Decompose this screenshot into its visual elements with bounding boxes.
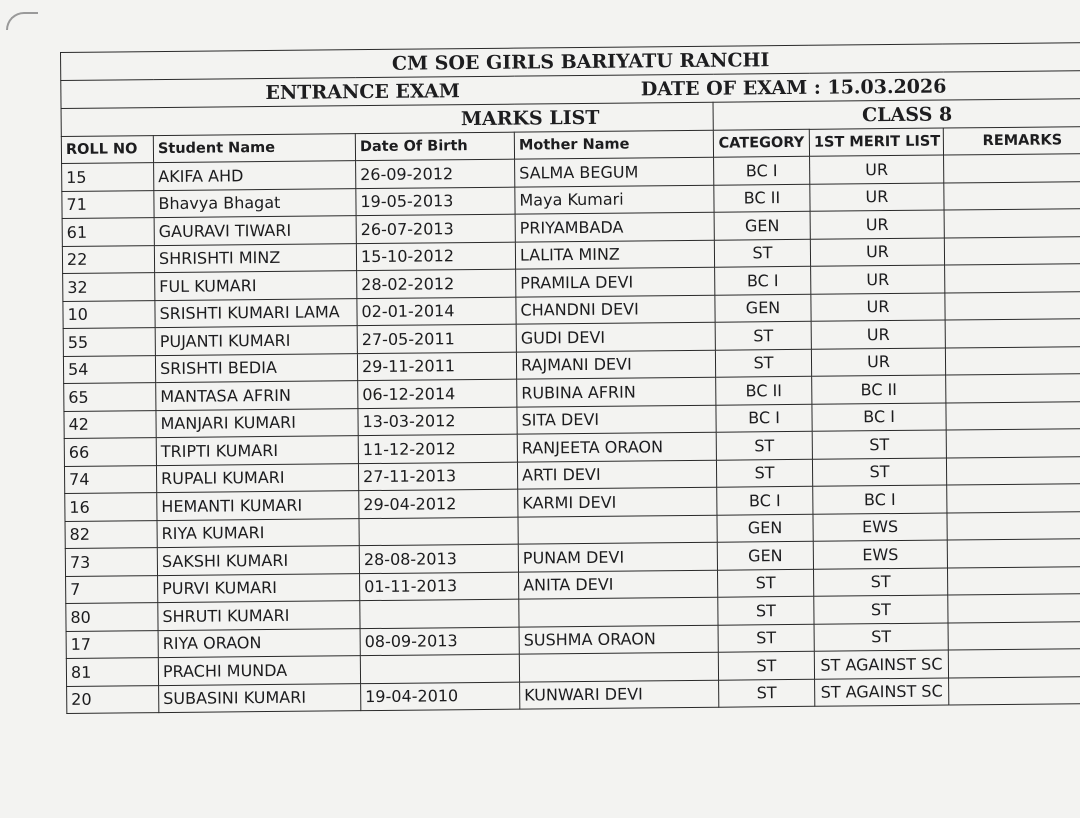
- remarks-cell: [945, 318, 1080, 347]
- remarks-cell: [948, 621, 1080, 650]
- student-name-cell: RIYA ORAON: [158, 628, 360, 657]
- roll-no-cell: 80: [66, 603, 158, 631]
- merit-list-cell: EWS: [813, 540, 947, 569]
- mother-name-cell: SUSHMA ORAON: [519, 625, 718, 654]
- dob-header: Date Of Birth: [355, 132, 514, 161]
- category-cell: ST: [714, 239, 810, 267]
- student-name-cell: SAKSHI KUMARI: [157, 546, 359, 575]
- mother-name-cell: GUDI DEVI: [516, 322, 715, 351]
- roll-no-cell: 66: [64, 438, 156, 466]
- category-cell: BC II: [714, 184, 810, 212]
- category-cell: BC II: [716, 376, 812, 404]
- dob-cell: 27-05-2011: [357, 324, 516, 353]
- mother-name-cell: [519, 652, 718, 681]
- mother-name-cell: CHANDNI DEVI: [516, 295, 715, 324]
- mother-name-cell: [519, 597, 718, 626]
- roll-no-cell: 61: [62, 218, 154, 246]
- remarks-cell: [946, 428, 1080, 457]
- merit-list-cell: ST AGAINST SC: [815, 677, 949, 706]
- merit-list-cell: UR: [810, 238, 944, 267]
- roll-no-cell: 74: [64, 465, 156, 493]
- roll-no-cell: 82: [65, 520, 157, 548]
- student-name-cell: FUL KUMARI: [155, 271, 357, 300]
- remarks-cell: [946, 456, 1080, 485]
- dob-cell: 15-10-2012: [356, 242, 515, 271]
- dob-cell: 01-11-2013: [360, 572, 519, 601]
- merit-list-header: 1ST MERIT LIST: [809, 128, 943, 156]
- category-cell: ST: [718, 596, 814, 624]
- roll-no-cell: 71: [62, 190, 154, 218]
- merit-list-cell: UR: [810, 210, 944, 239]
- roll-no-cell: 81: [66, 658, 158, 686]
- remarks-cell: [944, 209, 1080, 238]
- remarks-cell: [947, 566, 1080, 595]
- roll-no-cell: 7: [66, 575, 158, 603]
- class-label: CLASS 8: [713, 99, 1080, 131]
- student-name-cell: RUPALI KUMARI: [156, 463, 358, 492]
- remarks-cell: [944, 181, 1080, 210]
- category-cell: ST: [716, 431, 812, 459]
- mother-name-cell: PRIYAMBADA: [515, 212, 714, 241]
- student-name-cell: SUBASINI KUMARI: [159, 683, 361, 712]
- dob-cell: [359, 517, 518, 546]
- student-name-cell: SRISHTI KUMARI LAMA: [155, 298, 357, 327]
- mother-name-cell: ARTI DEVI: [517, 460, 716, 489]
- student-name-cell: MANJARI KUMARI: [156, 408, 358, 437]
- roll-no-cell: 54: [63, 355, 155, 383]
- mother-name-cell: RAJMANI DEVI: [516, 350, 715, 379]
- student-name-cell: SHRUTI KUMARI: [158, 601, 360, 630]
- merit-list-cell: ST: [812, 430, 946, 459]
- mother-name-cell: KUNWARI DEVI: [520, 680, 719, 709]
- school-title: CM SOE GIRLS BARIYATU RANCHI: [61, 43, 1080, 81]
- merit-list-cell: UR: [811, 348, 945, 377]
- dob-cell: 19-04-2010: [361, 682, 520, 711]
- scan-corner-mark: [6, 12, 38, 30]
- category-cell: ST: [718, 624, 814, 652]
- marks-list-title: MARKS LIST: [61, 102, 713, 136]
- student-name-cell: HEMANTI KUMARI: [157, 491, 359, 520]
- dob-cell: 13-03-2012: [358, 407, 517, 436]
- remarks-cell: [947, 538, 1080, 567]
- category-cell: BC I: [715, 266, 811, 294]
- remarks-cell: [946, 373, 1080, 402]
- merit-list-cell: ST AGAINST SC: [814, 650, 948, 679]
- mother-name-cell: Maya Kumari: [515, 185, 714, 214]
- roll-no-cell: 15: [62, 163, 154, 191]
- roll-no-cell: 10: [63, 300, 155, 328]
- roll-no-cell: 16: [65, 493, 157, 521]
- student-name-cell: GAURAVI TIWARI: [154, 216, 356, 245]
- remarks-cell: [945, 264, 1080, 293]
- category-cell: ST: [716, 459, 812, 487]
- remarks-cell: [949, 676, 1080, 705]
- roll-no-cell: 65: [64, 383, 156, 411]
- student-name-cell: TRIPTI KUMARI: [156, 436, 358, 465]
- merit-list-cell: ST: [812, 458, 946, 487]
- dob-cell: 27-11-2013: [358, 462, 517, 491]
- roll-no-cell: 42: [64, 410, 156, 438]
- remarks-cell: [947, 511, 1080, 540]
- roll-no-cell: 55: [63, 328, 155, 356]
- student-name-header: Student Name: [153, 134, 355, 163]
- dob-cell: [360, 654, 519, 683]
- dob-cell: 02-01-2014: [357, 297, 516, 326]
- mother-name-cell: RUBINA AFRIN: [517, 377, 716, 406]
- mother-name-header: Mother Name: [514, 130, 713, 159]
- dob-cell: [360, 599, 519, 628]
- merit-list-cell: UR: [811, 265, 945, 294]
- category-cell: GEN: [717, 541, 813, 569]
- mother-name-cell: SALMA BEGUM: [515, 157, 714, 186]
- remarks-cell: [947, 483, 1080, 512]
- roll-no-header: ROLL NO: [61, 136, 153, 164]
- student-name-cell: PRACHI MUNDA: [158, 656, 360, 685]
- category-header: CATEGORY: [713, 129, 809, 157]
- remarks-header: REMARKS: [943, 127, 1080, 156]
- merit-list-cell: UR: [810, 183, 944, 212]
- dob-cell: 28-08-2013: [359, 544, 518, 573]
- mother-name-cell: [518, 515, 717, 544]
- remarks-cell: [948, 648, 1080, 677]
- category-cell: ST: [715, 349, 811, 377]
- remarks-cell: [944, 154, 1080, 183]
- remarks-cell: [946, 401, 1080, 430]
- remarks-cell: [944, 236, 1080, 265]
- exam-date: DATE OF EXAM : 15.03.2026: [640, 74, 947, 100]
- mother-name-cell: LALITA MINZ: [515, 240, 714, 269]
- roll-no-cell: 32: [63, 273, 155, 301]
- dob-cell: 06-12-2014: [358, 379, 517, 408]
- dob-cell: 08-09-2013: [360, 627, 519, 656]
- merit-list-cell: BC I: [813, 485, 947, 514]
- exam-title: ENTRANCE EXAM: [265, 79, 460, 104]
- category-cell: ST: [718, 651, 814, 679]
- mother-name-cell: ANITA DEVI: [519, 570, 718, 599]
- merit-list-cell: BC II: [812, 375, 946, 404]
- category-cell: GEN: [715, 294, 811, 322]
- merit-list-cell: UR: [810, 155, 944, 184]
- remarks-cell: [945, 346, 1080, 375]
- mother-name-cell: SITA DEVI: [517, 405, 716, 434]
- dob-cell: 26-07-2013: [356, 214, 515, 243]
- dob-cell: 26-09-2012: [356, 159, 515, 188]
- category-cell: ST: [715, 321, 811, 349]
- category-cell: BC I: [717, 486, 813, 514]
- merit-list-cell: ST: [814, 595, 948, 624]
- mother-name-cell: PRAMILA DEVI: [516, 267, 715, 296]
- mother-name-cell: PUNAM DEVI: [518, 542, 717, 571]
- merit-list-cell: UR: [811, 293, 945, 322]
- student-name-cell: RIYA KUMARI: [157, 518, 359, 547]
- dob-cell: 11-12-2012: [358, 434, 517, 463]
- category-cell: ST: [719, 679, 815, 707]
- merit-list-cell: ST: [813, 568, 947, 597]
- roll-no-cell: 17: [66, 630, 158, 658]
- roll-no-cell: 73: [65, 548, 157, 576]
- merit-list-cell: BC I: [812, 403, 946, 432]
- mother-name-cell: RANJEETA ORAON: [517, 432, 716, 461]
- merit-list-cell: ST: [814, 623, 948, 652]
- dob-cell: 19-05-2013: [356, 187, 515, 216]
- student-name-cell: PURVI KUMARI: [158, 573, 360, 602]
- remarks-cell: [948, 593, 1080, 622]
- merit-list-cell: EWS: [813, 513, 947, 542]
- dob-cell: 29-11-2011: [357, 352, 516, 381]
- category-cell: BC I: [714, 156, 810, 184]
- dob-cell: 28-02-2012: [357, 269, 516, 298]
- remarks-cell: [945, 291, 1080, 320]
- roll-no-cell: 20: [67, 685, 159, 713]
- category-cell: GEN: [714, 211, 810, 239]
- category-cell: GEN: [717, 514, 813, 542]
- merit-list-cell: UR: [811, 320, 945, 349]
- student-name-cell: SRISHTI BEDIA: [155, 353, 357, 382]
- roll-no-cell: 22: [62, 245, 154, 273]
- student-name-cell: PUJANTI KUMARI: [155, 326, 357, 355]
- student-name-cell: AKIFA AHD: [154, 161, 356, 190]
- marks-list-document: [60, 42, 1080, 714]
- category-cell: ST: [717, 569, 813, 597]
- mother-name-cell: KARMI DEVI: [518, 487, 717, 516]
- student-name-cell: SHRISHTI MINZ: [154, 243, 356, 272]
- marks-table: [60, 42, 1080, 714]
- student-name-cell: Bhavya Bhagat: [154, 188, 356, 217]
- category-cell: BC I: [716, 404, 812, 432]
- student-name-cell: MANTASA AFRIN: [156, 381, 358, 410]
- dob-cell: 29-04-2012: [359, 489, 518, 518]
